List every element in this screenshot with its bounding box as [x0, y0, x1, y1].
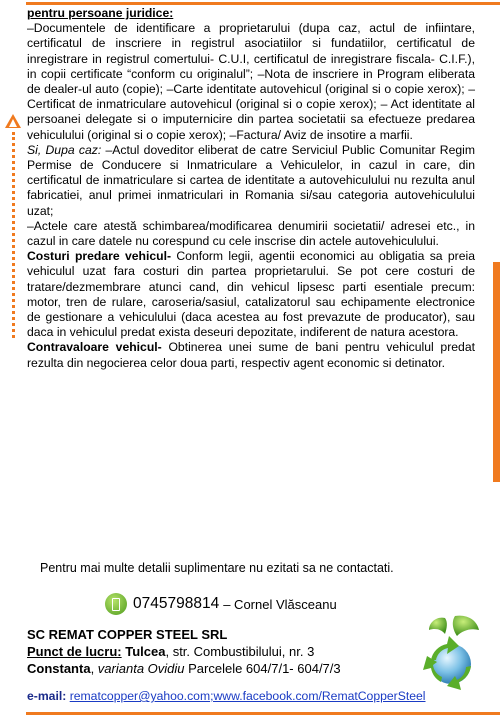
optional-paragraph: [27, 143, 475, 219]
workplace-city: Tulcea: [125, 644, 166, 659]
costs-heading: Costuri predare vehicul-: [27, 249, 172, 264]
company-name: SC REMAT COPPER STEEL SRL: [27, 627, 228, 642]
top-divider: [26, 2, 500, 5]
workplace-address: , str. Combustibilului, nr. 3: [165, 644, 315, 659]
phone-icon: [105, 593, 127, 615]
costs-paragraph: [27, 249, 475, 340]
up-arrow-icon: [5, 114, 21, 128]
value-paragraph: [27, 340, 475, 370]
recycle-icon: [415, 612, 485, 692]
contact-person: – Cornel Vlăsceanu: [223, 596, 337, 612]
dotted-guide-line: [12, 132, 15, 338]
link-separator: ;: [210, 689, 214, 703]
body-text: [27, 6, 475, 371]
right-accent-bar: [493, 262, 500, 482]
contact-invitation: Pentru mai multe detalii suplimentare nu ezitati sa ne contactati.: [40, 561, 394, 575]
email-label: e-mail:: [27, 689, 67, 703]
second-plots: Parcelele 604/7/1- 604/7/3: [184, 661, 341, 676]
facebook-link[interactable]: www.facebook.com/RematCopperSteel: [213, 689, 426, 703]
costs-text: Conform legii, agentii economici au obligatia sa preia vehiculul uzat fara costuri din partea proprietarului. Se pot cere costuri de tratare/dezmembrare atunci cand, din vehicul lipsesc parti esentiale precum: motor, tren de rulare, caroseria/sasiul, catalizatorul sau echipamente electronice de gestionare a vehiculului (daca acestea au fost prevazute de producator), sau daca in vehiculul predat exista deseuri depozitate, indiferent de natura acestora.: [27, 249, 475, 340]
phone-number[interactable]: 0745798814: [133, 595, 220, 612]
email-link[interactable]: rematcopper@yahoo.com: [69, 689, 211, 703]
section-heading: pentru persoane juridice:: [27, 6, 174, 20]
second-city: Constanta: [27, 661, 91, 676]
value-heading: Contravaloare vehicul-: [27, 340, 162, 355]
name-change-paragraph: –Actele care atestă schimbarea/modificarea denumirii societatii/ adresei etc., in cazul in care datele nu corespund cu cele inscrise din actele autovehiculului.: [27, 218, 475, 249]
workplace-label: Punct de lucru:: [27, 644, 122, 659]
documents-paragraph: –Documentele de identificare a proprietarului (dupa caz, actul de infiintare, certificatul de inscriere in registrul asociatiilor si fundatiilor, certificatul de inregistrare in registrul comertului- C.U.I, certificatul de inregistrare fiscala- C.I.F.), in copii certificate “conform cu originalul”; –Nota de inscriere in Program eliberata de dealer-ul auto (copie); –Carte identitate autovehicul (original si o copie xerox); – Certificat de inmatriculare autovehicul (original si o copie xerox); – Act identitate al persoanei delegate si o imputernicire din partea societatii sa efectueze predarea vehiculului (original si o copie xerox); –Factura/ Aviz de insotire a marfii.: [27, 21, 475, 142]
second-area: varianta Ovidiu: [97, 661, 185, 676]
phone-contact[interactable]: [105, 593, 337, 615]
bottom-divider: [26, 712, 500, 715]
optional-text: –Actul doveditor eliberat de catre Serviciul Public Comunitar Regim Permise de Conducere si Inmatriculare a Vehiculelor, in cazul in care, din certificatul de inmatriculare si cartea de identitate a autovehiculului nu rezulta anul fabricatiei, anul primei inmatriculari in Romania si/sau categoria autovehiculului uzat;: [27, 142, 475, 218]
optional-lead: Si, Dupa caz:: [27, 142, 102, 157]
workplace-line: [27, 643, 341, 660]
value-text: Obtinerea unei sume de bani pentru vehiculul predat rezulta din negocierea celor doua parti, respectiv agent economic si detinator.: [27, 340, 475, 370]
second-location-line: Constanta, varianta Ovidiu Parcelele 604/7/1- 604/7/3: [27, 661, 341, 676]
email-line: [27, 689, 426, 703]
company-block: [27, 626, 341, 677]
